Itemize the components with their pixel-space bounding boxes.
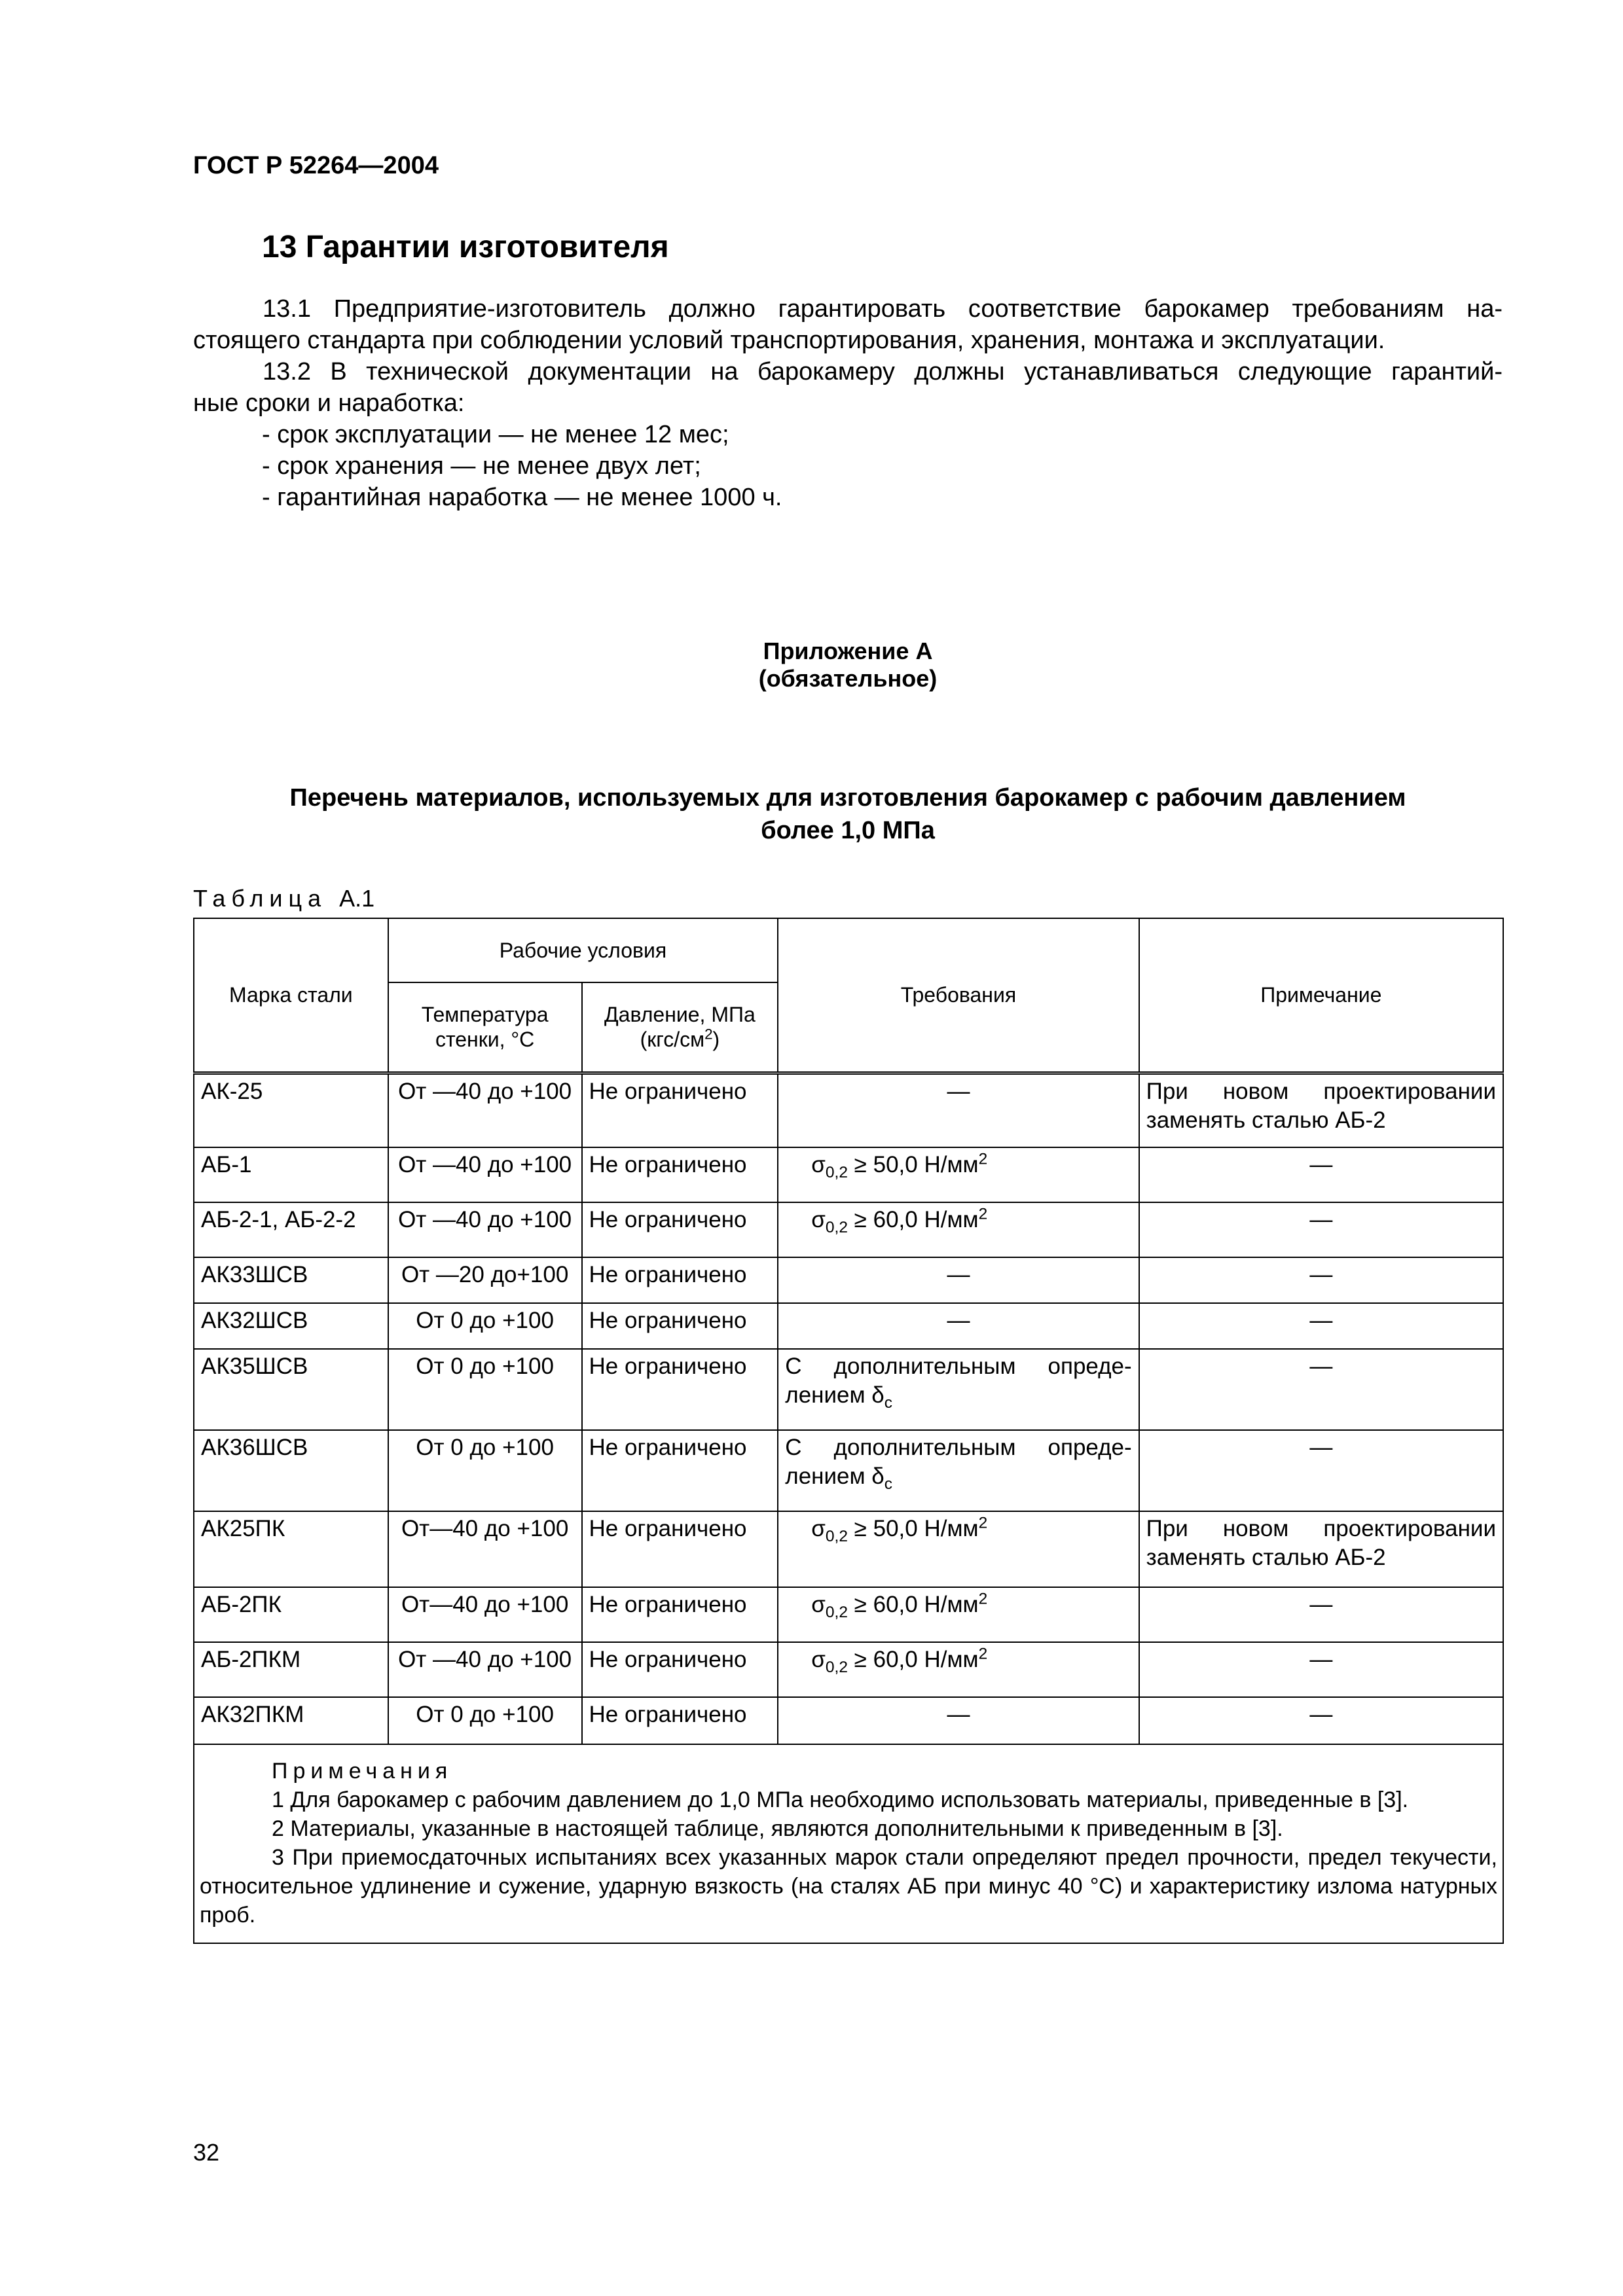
subscript: 0,2 <box>825 1604 848 1621</box>
cell-note: — <box>1139 1430 1503 1511</box>
cell-note: При новом проектировании заменять сталью АБ-2 <box>1139 1511 1503 1587</box>
subscript: c <box>884 1475 893 1493</box>
table-notes <box>194 1744 1503 1943</box>
header-text: (кгс/см <box>640 1028 705 1052</box>
appendix-subtitle: (обязательное) <box>758 665 938 692</box>
header-requirements: Требования <box>778 918 1139 1073</box>
subscript: 0,2 <box>825 1528 848 1545</box>
req-value: ≥ 50,0 Н/мм <box>847 1152 979 1177</box>
table-row <box>194 1642 1503 1697</box>
cell-grade: АБ-1 <box>194 1147 388 1202</box>
cell-req <box>778 1147 1139 1202</box>
table-row <box>194 1430 1503 1511</box>
cell-grade: АК36ШСВ <box>194 1430 388 1511</box>
subscript: 0,2 <box>825 1219 848 1236</box>
cell-grade: АБ-2ПК <box>194 1587 388 1642</box>
table-notes-row <box>194 1744 1503 1943</box>
list-item: - гарантийная наработка — не менее 1000 ч. <box>262 484 782 511</box>
paragraph-13-2 <box>193 356 1503 419</box>
cell-note: — <box>1139 1303 1503 1349</box>
sigma-symbol: σ <box>811 1592 826 1617</box>
table-caption <box>193 885 374 912</box>
cell-pressure: Не ограничено <box>582 1642 778 1697</box>
cell-temp: От —40 до +100 <box>388 1073 582 1147</box>
header-pressure <box>582 982 778 1073</box>
cell-req: — <box>778 1257 1139 1303</box>
header-text: стенки, °С <box>435 1028 535 1052</box>
cell-grade: АБ-2ПКМ <box>194 1642 388 1697</box>
note-item: 2 Материалы, указанные в настоящей таблице, являются дополнительными к приведенным в [3]. <box>272 1816 1283 1841</box>
subscript: 0,2 <box>825 1659 848 1676</box>
cell-note: — <box>1139 1697 1503 1744</box>
paragraph-line: 13.2 В технической документации на барокамеру должны устанавливаться следующие гарантий- <box>263 358 1503 386</box>
cell-grade: АБ-2-1, АБ-2-2 <box>194 1202 388 1257</box>
appendix-heading <box>193 781 1503 847</box>
list-item: - срок эксплуатации — не менее 12 мес; <box>262 421 729 448</box>
cell-grade: АК25ПК <box>194 1511 388 1587</box>
req-text: С дополнительным опреде-лением δ <box>785 1354 1132 1408</box>
table-row <box>194 1303 1503 1349</box>
cell-grade: АК35ШСВ <box>194 1349 388 1430</box>
table-row <box>194 1697 1503 1744</box>
header-grade: Марка стали <box>194 918 388 1073</box>
cell-req: — <box>778 1073 1139 1147</box>
cell-pressure: Не ограничено <box>582 1073 778 1147</box>
table-caption-number: А.1 <box>339 885 375 912</box>
sigma-symbol: σ <box>811 1516 826 1541</box>
cell-grade: АК-25 <box>194 1073 388 1147</box>
cell-req: — <box>778 1697 1139 1744</box>
sigma-symbol: σ <box>811 1207 826 1232</box>
cell-temp: От —40 до +100 <box>388 1202 582 1257</box>
cell-note: — <box>1139 1642 1503 1697</box>
table-row <box>194 1073 1503 1147</box>
cell-note: — <box>1139 1257 1503 1303</box>
table-row <box>194 1147 1503 1202</box>
paragraph-line: ные сроки и наработка: <box>193 389 465 417</box>
superscript: 2 <box>978 1590 988 1608</box>
table-row <box>194 1511 1503 1587</box>
warranty-list <box>262 419 782 513</box>
req-value: ≥ 60,0 Н/мм <box>847 1647 979 1672</box>
heading-line: более 1,0 МПа <box>761 817 935 844</box>
cell-pressure: Не ограничено <box>582 1147 778 1202</box>
cell-pressure: Не ограничено <box>582 1511 778 1587</box>
cell-req <box>778 1642 1139 1697</box>
cell-temp: От 0 до +100 <box>388 1349 582 1430</box>
table-row <box>194 1202 1503 1257</box>
cell-note: При новом проектировании заменять сталью АБ-2 <box>1139 1073 1503 1147</box>
header-superscript: 2 <box>704 1026 713 1043</box>
req-text: С дополнительным опреде-лением δ <box>785 1435 1132 1489</box>
header-text: ) <box>712 1028 720 1052</box>
header-temperature <box>388 982 582 1073</box>
req-value: ≥ 50,0 Н/мм <box>847 1516 979 1541</box>
paragraph-line: 13.1 Предприятие-изготовитель должно гарантировать соответствие барокамер требованиям на- <box>263 295 1503 323</box>
superscript: 2 <box>978 1205 988 1223</box>
note-item: 3 При приемосдаточных испытаниях всех указанных марок стали определяют предел прочности, предел текучести, относительное удлинение и сужение, ударную вязкость (на сталях АБ при минус 40 °С) и характеристику излома натурных проб. <box>200 1845 1497 1928</box>
table-row <box>194 1587 1503 1642</box>
sigma-symbol: σ <box>811 1647 826 1672</box>
notes-title: Примечания <box>272 1759 453 1784</box>
header-conditions: Рабочие условия <box>388 918 778 982</box>
cell-temp: От —20 до+100 <box>388 1257 582 1303</box>
cell-note: — <box>1139 1587 1503 1642</box>
table-row <box>194 1349 1503 1430</box>
cell-grade: АК33ШСВ <box>194 1257 388 1303</box>
subscript: c <box>884 1394 893 1412</box>
table-caption-word: Таблица <box>193 885 327 912</box>
cell-note: — <box>1139 1147 1503 1202</box>
cell-req <box>778 1587 1139 1642</box>
subscript: 0,2 <box>825 1164 848 1181</box>
cell-pressure: Не ограничено <box>582 1587 778 1642</box>
cell-req <box>778 1202 1139 1257</box>
paragraph-13-1 <box>193 293 1503 356</box>
appendix-label <box>193 637 1503 692</box>
cell-temp: От —40 до +100 <box>388 1147 582 1202</box>
cell-pressure: Не ограничено <box>582 1430 778 1511</box>
header-text: Давление, МПа <box>604 1003 756 1027</box>
cell-req <box>778 1511 1139 1587</box>
cell-temp: От 0 до +100 <box>388 1303 582 1349</box>
superscript: 2 <box>978 1645 988 1663</box>
cell-temp: От 0 до +100 <box>388 1430 582 1511</box>
table-row <box>194 1257 1503 1303</box>
cell-pressure: Не ограничено <box>582 1257 778 1303</box>
cell-grade: АК32ПКМ <box>194 1697 388 1744</box>
req-value: ≥ 60,0 Н/мм <box>847 1207 979 1232</box>
superscript: 2 <box>978 1514 988 1532</box>
cell-pressure: Не ограничено <box>582 1202 778 1257</box>
list-item: - срок хранения — не менее двух лет; <box>262 452 701 480</box>
cell-temp: От 0 до +100 <box>388 1697 582 1744</box>
req-value: ≥ 60,0 Н/мм <box>847 1592 979 1617</box>
cell-pressure: Не ограничено <box>582 1697 778 1744</box>
cell-req <box>778 1349 1139 1430</box>
header-note: Примечание <box>1139 918 1503 1073</box>
cell-req <box>778 1430 1139 1511</box>
page-number: 32 <box>193 2139 220 2166</box>
sigma-symbol: σ <box>811 1152 826 1177</box>
cell-note: — <box>1139 1202 1503 1257</box>
cell-temp: От—40 до +100 <box>388 1587 582 1642</box>
materials-table <box>193 918 1504 1944</box>
cell-temp: От—40 до +100 <box>388 1511 582 1587</box>
paragraph-line: стоящего стандарта при соблюдении условий транспортирования, хранения, монтажа и эксплуатации. <box>193 327 1385 354</box>
note-item: 1 Для барокамер с рабочим давлением до 1,0 МПа необходимо использовать материалы, приведенные в [3]. <box>272 1787 1409 1812</box>
document-header: ГОСТ Р 52264—2004 <box>193 152 439 179</box>
cell-grade: АК32ШСВ <box>194 1303 388 1349</box>
cell-pressure: Не ограничено <box>582 1349 778 1430</box>
section-title: 13 Гарантии изготовителя <box>262 230 669 264</box>
superscript: 2 <box>978 1150 988 1168</box>
cell-pressure: Не ограничено <box>582 1303 778 1349</box>
header-text: Температура <box>421 1003 549 1027</box>
heading-line: Перечень материалов, используемых для изготовления барокамер с рабочим давлением <box>289 784 1406 812</box>
cell-temp: От —40 до +100 <box>388 1642 582 1697</box>
appendix-title: Приложение А <box>763 637 933 664</box>
cell-req: — <box>778 1303 1139 1349</box>
cell-note: — <box>1139 1349 1503 1430</box>
